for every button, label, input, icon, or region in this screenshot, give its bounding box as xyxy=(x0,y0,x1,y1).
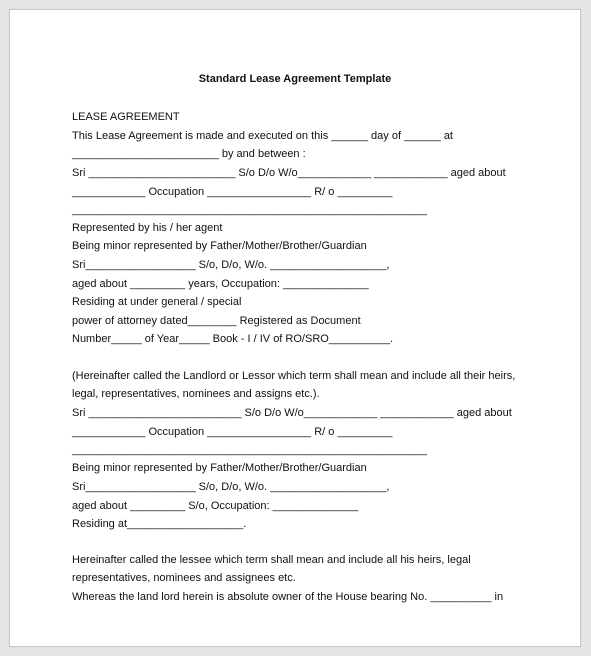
body-line: Sri _________________________ S/o D/o W/o____________ ____________ aged about xyxy=(72,407,512,419)
body-line: This Lease Agreement is made and executed on this ______ day of ______ at xyxy=(72,130,453,142)
body-line: Whereas the land lord herein is absolute owner of the House bearing No. __________ in xyxy=(72,591,504,603)
body-line: Number_____ of Year_____ Book - I / IV of RO/SRO__________. xyxy=(72,333,394,345)
body-line: Hereinafter called the lessee which term shall mean and include all his heirs, legal xyxy=(72,554,471,566)
body-line: ____________ Occupation _________________ R/ o _________ xyxy=(72,186,393,198)
body-line: ____________ Occupation _________________ R/ o _________ xyxy=(72,426,393,438)
body-line: legal, representatives, nominees and assigns etc.). xyxy=(72,388,320,400)
body-line: __________________________________________________________ xyxy=(72,444,427,456)
body-line: Being minor represented by Father/Mother/Brother/Guardian xyxy=(72,462,367,474)
body-line: Residing at___________________. xyxy=(72,518,247,530)
body-line: power of attorney dated________ Registered as Document xyxy=(72,315,361,327)
body-line: ________________________ by and between : xyxy=(72,148,306,160)
body-line: Being minor represented by Father/Mother/Brother/Guardian xyxy=(72,240,367,252)
body-line: Represented by his / her agent xyxy=(72,222,223,234)
body-line: aged about _________ S/o, Occupation: ______________ xyxy=(72,500,359,512)
body-line: Sri ________________________ S/o D/o W/o____________ ____________ aged about xyxy=(72,167,506,179)
section-heading: LEASE AGREEMENT xyxy=(72,111,180,123)
document-page xyxy=(9,9,581,647)
body-line: aged about _________ years, Occupation: ______________ xyxy=(72,278,369,290)
body-line: __________________________________________________________ xyxy=(72,204,427,216)
body-line: Residing at under general / special xyxy=(72,296,242,308)
body-line: representatives, nominees and assignees etc. xyxy=(72,572,296,584)
body-line: (Hereinafter called the Landlord or Lessor which term shall mean and include all their heirs, xyxy=(72,370,516,382)
body-line: Sri__________________ S/o, D/o, W/o. ___________________, xyxy=(72,259,390,271)
document-title: Standard Lease Agreement Template xyxy=(198,73,392,85)
body-line: Sri__________________ S/o, D/o, W/o. ___________________, xyxy=(72,481,390,493)
